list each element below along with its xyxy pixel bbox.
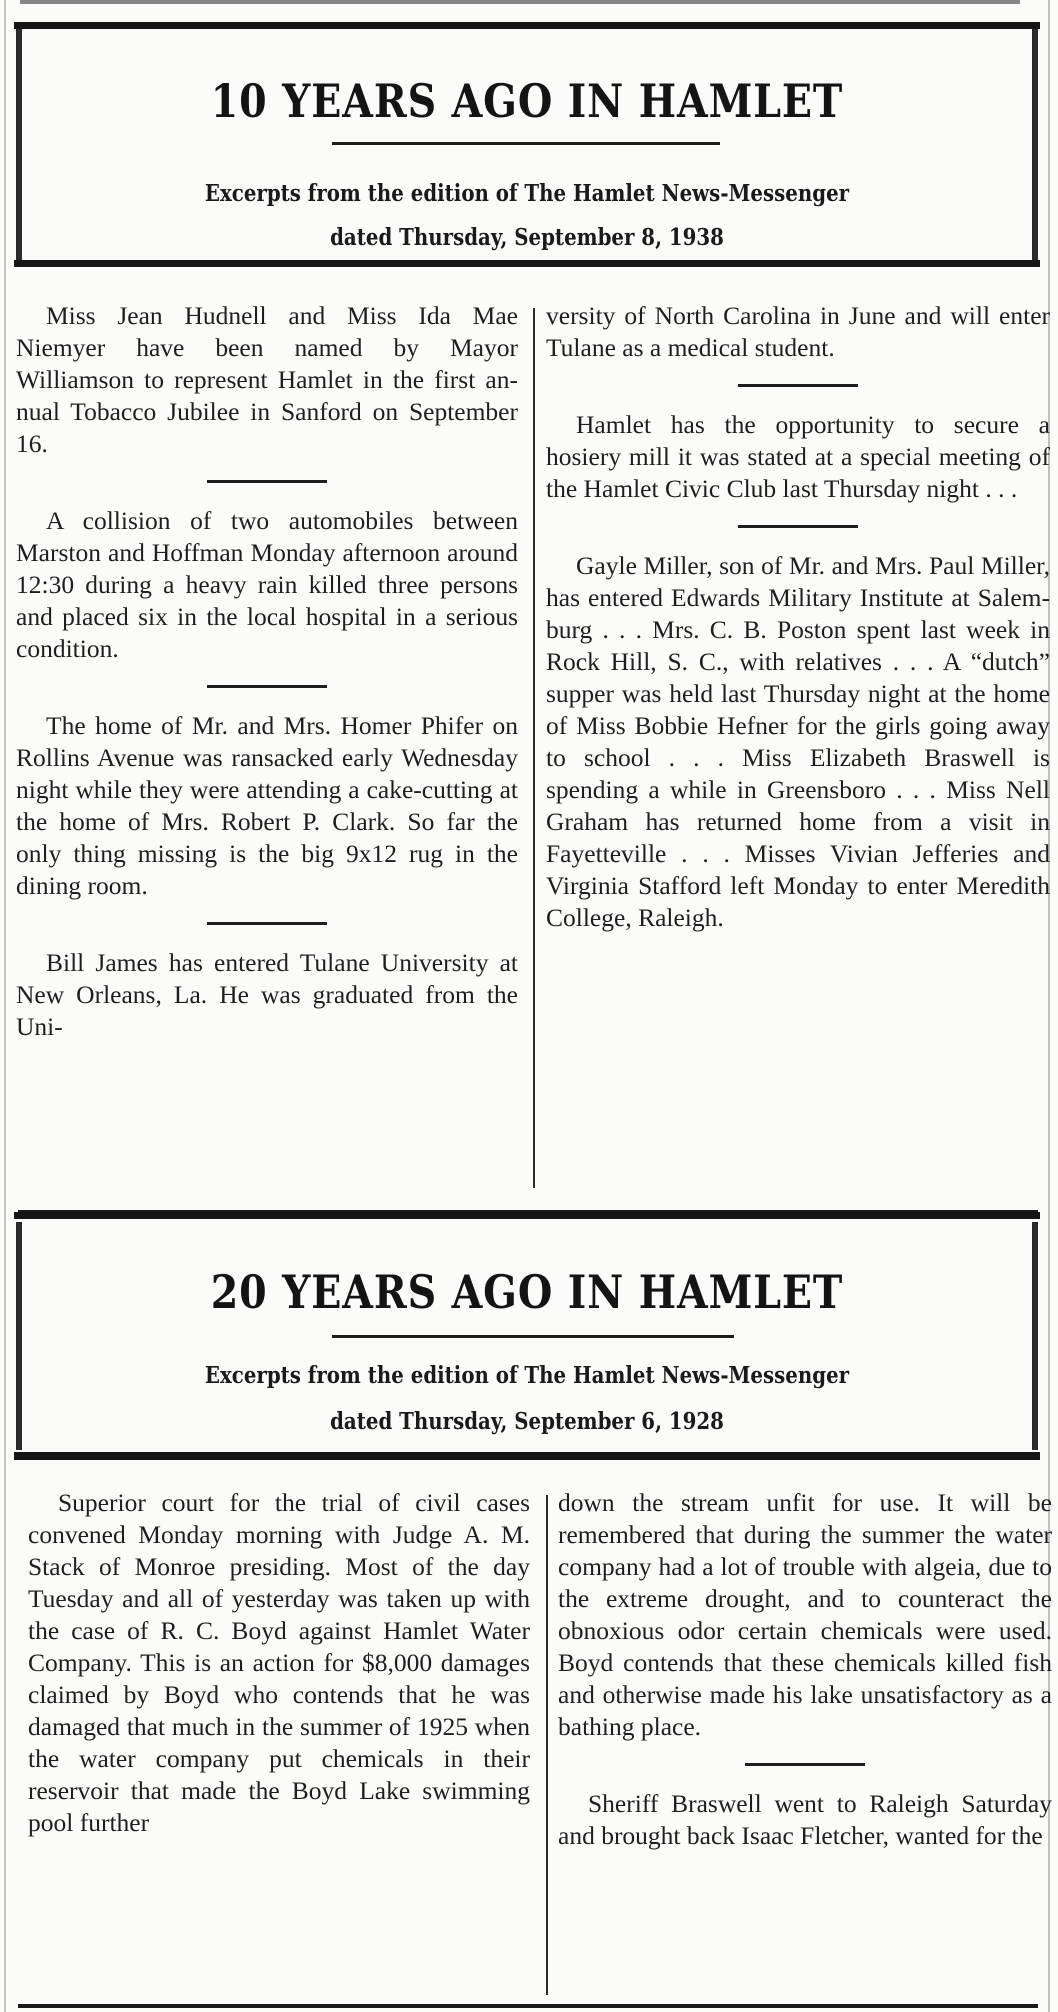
column-divider <box>533 308 535 1188</box>
title-underline <box>332 1335 734 1338</box>
column-divider <box>546 1495 548 1995</box>
news-item: Hamlet has the opportunity to secure a hosiery mill it was stated at a special meeting of the Hamlet Civic Club last Thursday night . . . <box>546 410 1050 503</box>
item-separator <box>207 922 327 925</box>
header-rule-bottom <box>14 1452 1040 1460</box>
section-header-10-years <box>14 22 1040 267</box>
section-1-left-column <box>16 300 518 1043</box>
clipping-top-edge <box>20 0 1020 4</box>
news-item-continued: down the stream unfit for use. It will be remembered that during the summer the water company had a lot of trouble with algeia, due to the extreme drought, and to counteract the obnoxious odor certain chemicals were used. Boyd contends that these chemicals killed fish and otherwise made his lake unsatisfactory as a bathing place. <box>558 1488 1052 1741</box>
header-border-right <box>1032 1222 1038 1450</box>
section-subtitle: Excerpts from the edition of The Hamlet News-Messenger <box>204 180 850 207</box>
news-item: Superior court for the trial of civil cases convened Monday morning with Judge A. M. Stack of Monroe presiding. Most of the day Tuesday and all of yesterday was taken up with the case of R. C. Boyd against Hamlet Water Company. This is an action for $8,000 damages claimed by Boyd who contends that he was damaged that much in the summer of 1925 when the water company put chemicals in their reservoir that made the Boyd Lake swimming pool further <box>28 1488 530 1837</box>
news-item: A collision of two automobiles between Marston and Hoffman Monday afternoon around 12:30 during a heavy rain killed three persons and placed six in the local hospital in a serious condition. <box>16 506 518 663</box>
item-separator <box>207 480 327 483</box>
header-border-right <box>1032 29 1038 260</box>
news-item: The home of Mr. and Mrs. Homer Phifer on Rollins Avenue was ransacked early Wednesday night while they were attending a cake-cutting at the home of Mrs. Robert P. Clark. So far the only thing missing is the big 9x12 rug in the dining room. <box>16 711 518 900</box>
section-2-bottom-rule <box>18 2004 1038 2008</box>
section-2-right-column <box>558 1487 1052 1852</box>
section-2-left-column <box>28 1487 530 1839</box>
header-rule-top <box>14 22 1040 29</box>
news-item: Miss Jean Hudnell and Miss Ida Mae Niemyer have been named by Mayor Williamson to represent Hamlet in the first annual Tobacco Jubilee in Sanford on September 16. <box>16 301 518 458</box>
news-item: Bill James has entered Tulane University at New Orleans, La. He was graduated from the Uni- <box>16 948 518 1041</box>
item-separator <box>738 525 858 528</box>
news-item: Sheriff Braswell went to Raleigh Saturday and brought back Isaac Fletcher, wanted for the <box>558 1789 1052 1850</box>
header-rule-top <box>14 1212 1040 1219</box>
section-dateline: dated Thursday, September 6, 1928 <box>330 1408 724 1435</box>
section-title: 10 YEARS AGO IN HAMLET <box>210 74 844 128</box>
title-underline <box>332 142 720 145</box>
section-header-20-years <box>14 1212 1040 1462</box>
header-border-left <box>16 1222 22 1450</box>
header-border-left <box>16 29 22 260</box>
section-title: 20 YEARS AGO IN HAMLET <box>210 1265 844 1319</box>
item-separator <box>745 1763 865 1766</box>
item-separator <box>738 384 858 387</box>
page-edge-left <box>4 0 6 2012</box>
news-item: Gayle Miller, son of Mr. and Mrs. Paul Miller, has entered Edwards Military Institute at Salemburg . . . Mrs. C. B. Poston spent last week in Rock Hill, S. C., with relatives . . . A “dutch” supper was held last Thursday night at the home of Miss Bobbie Hefner for the girls going away to school . . . Miss Elizabeth Braswell is spending a while in Greensboro . . . Miss Nell Graham has returned home from a visit in Fayetteville . . . Misses Vivian Jefferies and Virginia Stafford left Monday to enter Meredith College, Raleigh. <box>546 551 1050 932</box>
section-dateline: dated Thursday, September 8, 1938 <box>330 224 724 251</box>
item-separator <box>207 685 327 688</box>
section-1-right-column <box>546 300 1050 934</box>
header-rule-bottom <box>14 260 1040 267</box>
section-subtitle: Excerpts from the edition of The Hamlet News-Messenger <box>204 1362 850 1389</box>
news-item-continued: versity of North Carolina in June and will enter Tulane as a medical student. <box>546 301 1050 362</box>
